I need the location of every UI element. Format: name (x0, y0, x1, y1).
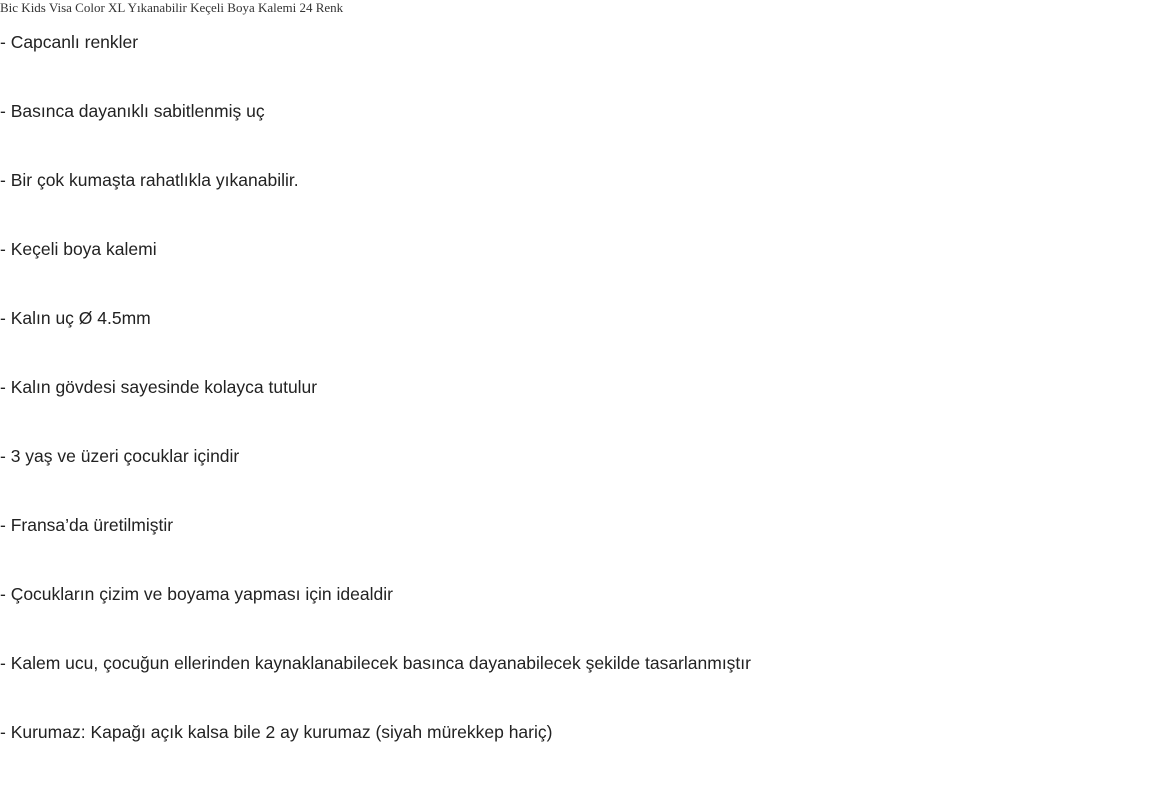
feature-item: - Bir çok kumaşta rahatlıkla yıkanabilir. (0, 170, 299, 190)
feature-item: - Çocukların çizim ve boyama yapması için idealdir (0, 584, 393, 604)
feature-item: - Keçeli boya kalemi (0, 239, 157, 259)
product-title: Bic Kids Visa Color XL Yıkanabilir Keçeli Boya Kalemi 24 Renk (0, 0, 344, 15)
feature-list (0, 31, 751, 790)
feature-item: - Kalem ucu, çocuğun ellerinden kaynaklanabilecek basınca dayanabilecek şekilde tasarlanmıştır (0, 653, 751, 673)
feature-item: - Basınca dayanıklı sabitlenmiş uç (0, 101, 265, 121)
feature-item: - Kalın gövdesi sayesinde kolayca tutulur (0, 377, 318, 397)
feature-item: - 3 yaş ve üzeri çocuklar içindir (0, 446, 240, 466)
feature-item: - Kurumaz: Kapağı açık kalsa bile 2 ay kurumaz (siyah mürekkep hariç) (0, 722, 553, 742)
feature-item: - Kalın uç Ø 4.5mm (0, 308, 151, 328)
feature-item: - Fransa’da üretilmiştir (0, 515, 174, 535)
feature-item: - Capcanlı renkler (0, 32, 139, 52)
